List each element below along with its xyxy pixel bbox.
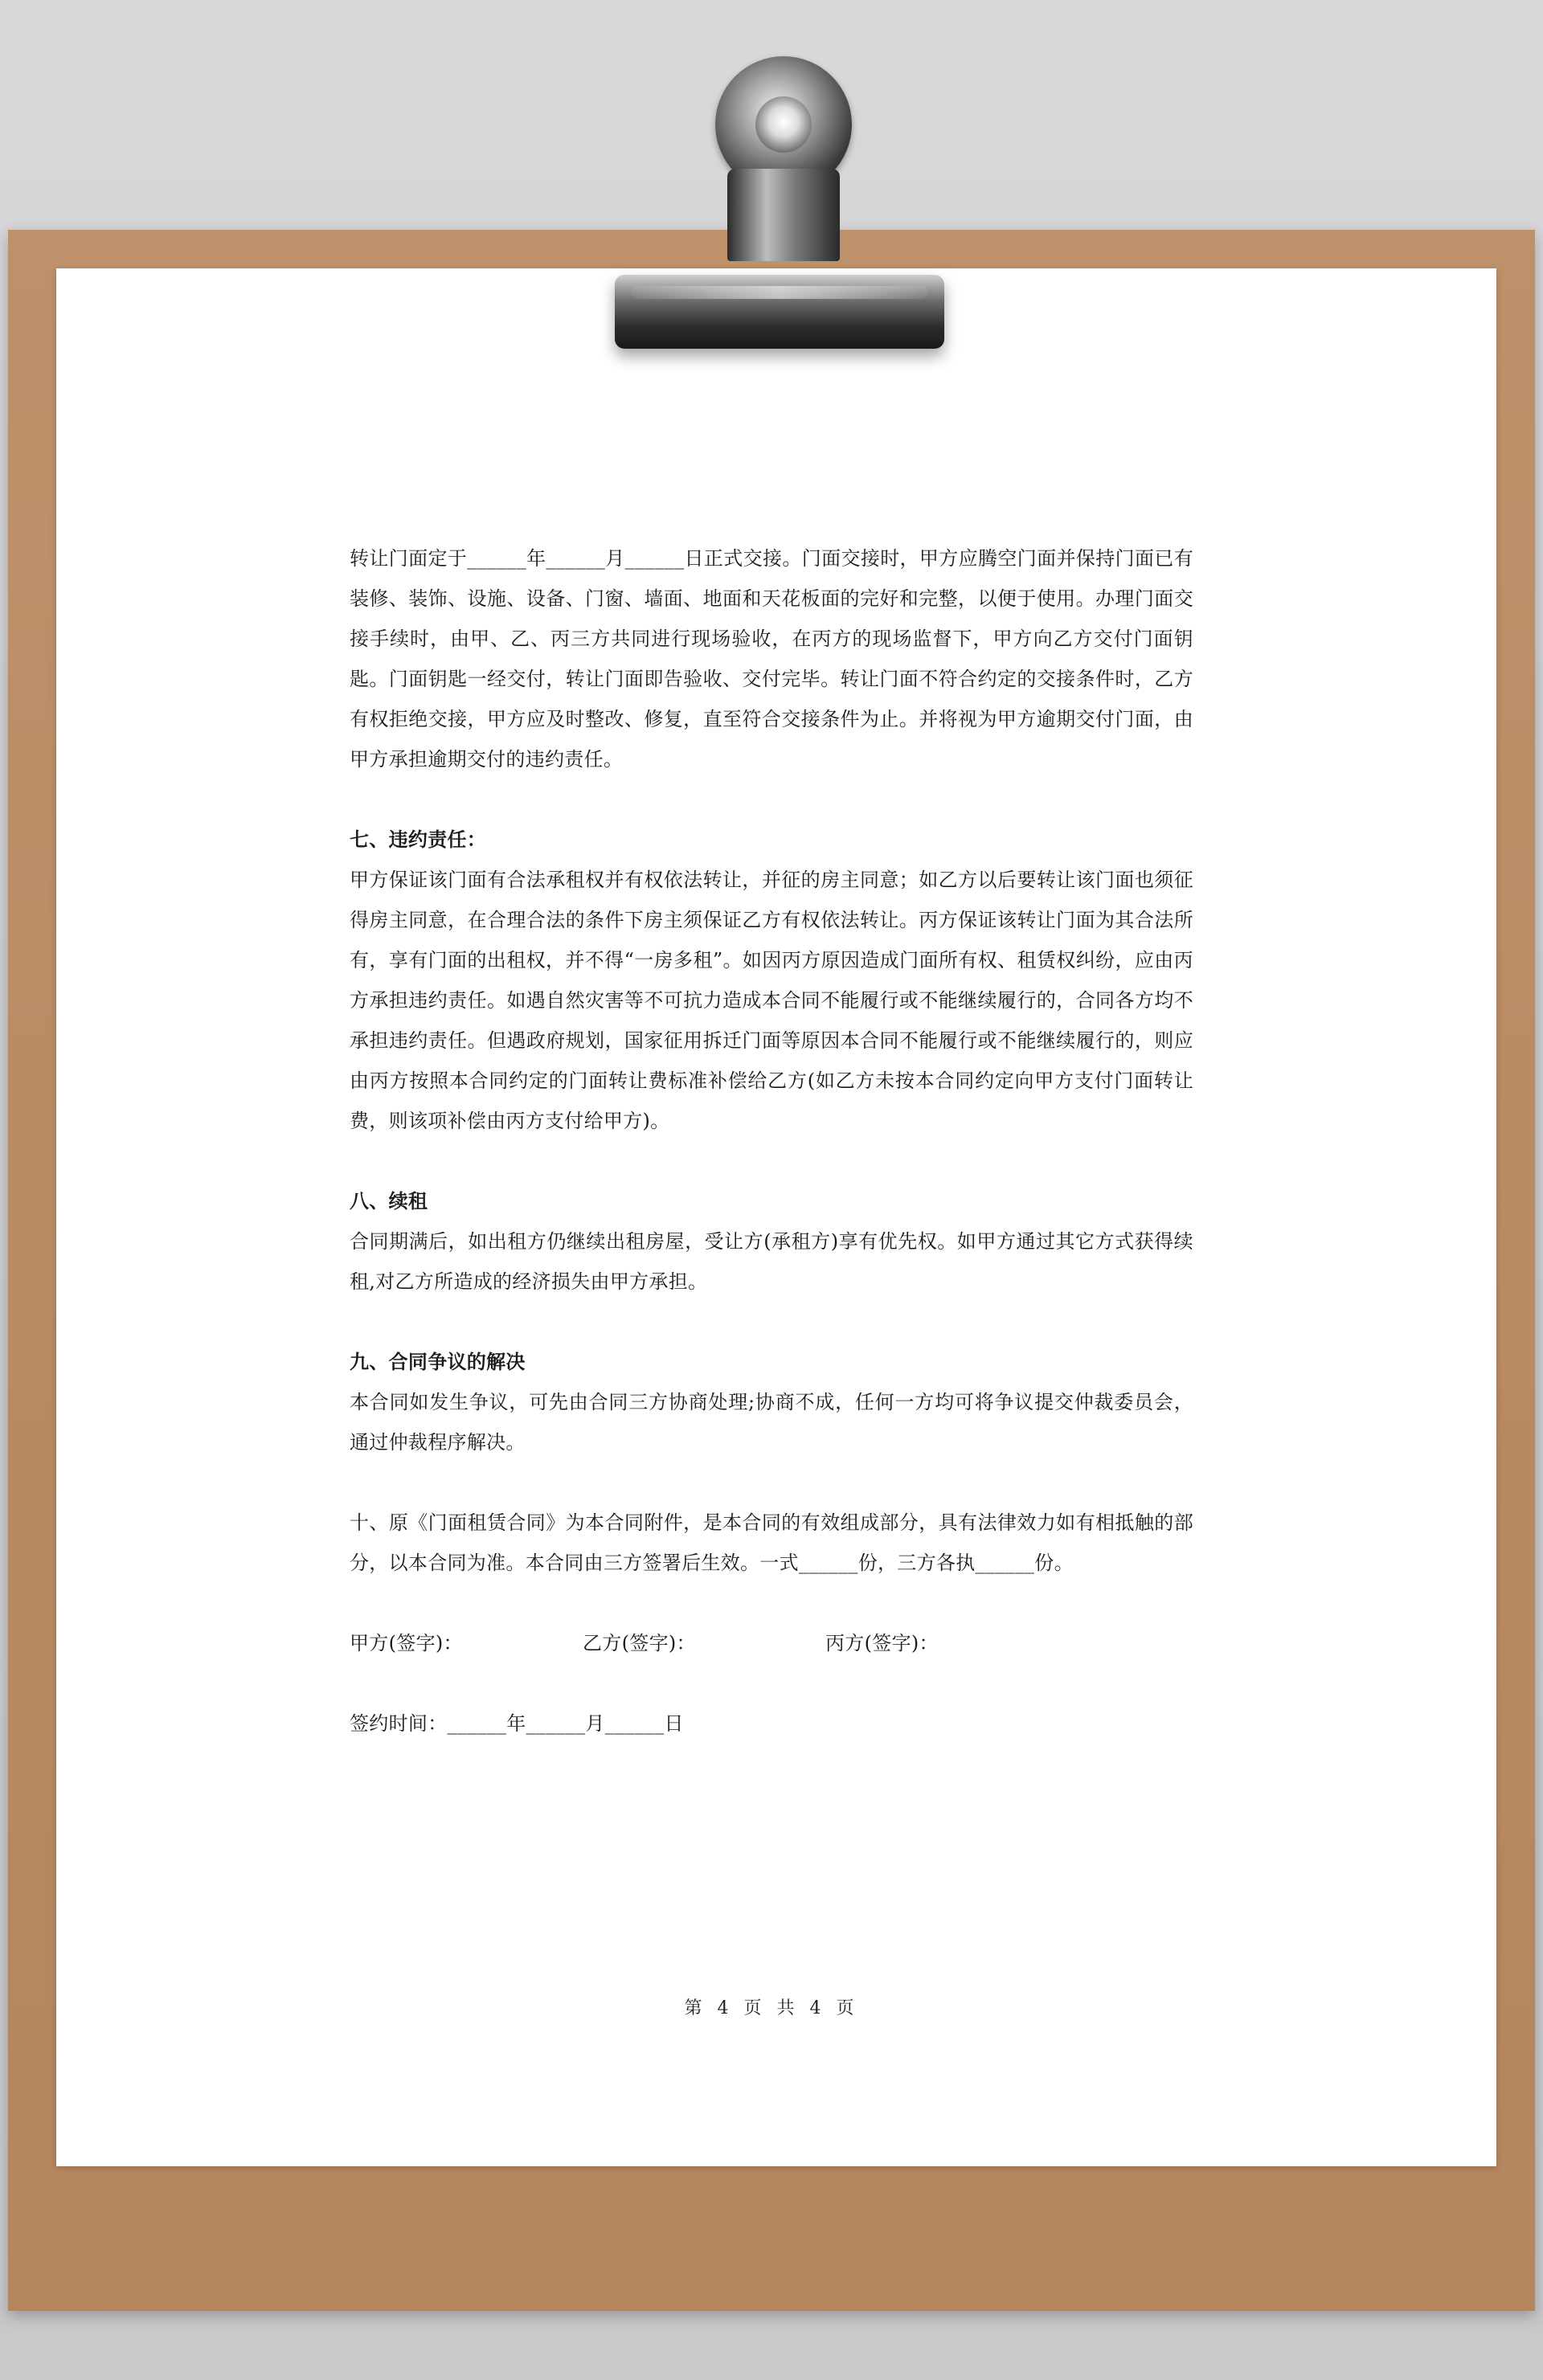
clip-hole [755,96,812,153]
party-a-signature: 甲方(签字)： [350,1632,463,1654]
party-c-signature: 丙方(签字)： [825,1632,939,1654]
document-content [350,538,1193,1744]
party-b-signature: 乙方(签字)： [583,1632,696,1654]
handover-paragraph: 转让门面定于______年______月______日正式交接。门面交接时，甲方应腾空门面并保持门面已有装修、装饰、设施、设备、门窗、墙面、地面和天花板面的完好和完整，以便于使用。办理门面交接手续时，由甲、乙、丙三方共同进行现场验收，在丙方的现场监督下，甲方向乙方交付门面钥匙。门面钥匙一经交付，转让门面即告验收、交付完毕。转让门面不符合约定的交接条件时，乙方有权拒绝交接，甲方应及时整改、修复，直至符合交接条件为止。并将视为甲方逾期交付门面，由甲方承担逾期交付的违约责任。 [350,547,1193,771]
section-heading: 七、违约责任： [350,828,487,851]
clip-jaw-highlight [631,286,928,299]
section-heading: 九、合同争议的解决 [350,1350,526,1373]
binder-clip-icon [563,48,964,354]
section-dispute [350,1342,1193,1462]
clip-neck [727,169,840,261]
section-body: 合同期满后，如出租方仍继续出租房屋，受让方(承租方)享有优先权。如甲方通过其它方式获得续租,对乙方所造成的经济损失由甲方承担。 [350,1230,1193,1293]
page-footer: 第 4 页 共 4 页 [684,1998,859,2018]
section-body: 本合同如发生争议，可先由合同三方协商处理;协商不成，任何一方均可将争议提交仲裁委员会，通过仲裁程序解决。 [350,1391,1193,1454]
section-clause-ten [350,1503,1193,1583]
sign-date: 签约时间：______年______月______日 [350,1712,684,1735]
clip-jaw [615,275,944,349]
section-breach [350,820,1193,1141]
signature-row [350,1623,1193,1663]
section-heading: 八、续租 [350,1189,428,1212]
clause-ten-text: 十、原《门面租赁合同》为本合同附件，是本合同的有效组成部分，具有法律效力如有相抵触的部分，以本合同为准。本合同由三方签署后生效。一式______份，三方各执______份。 [350,1511,1193,1574]
section-renewal [350,1181,1193,1302]
section-body: 甲方保证该门面有合法承租权并有权依法转让，并征的房主同意；如乙方以后要转让该门面也须征得房主同意，在合理合法的条件下房主须保证乙方有权依法转让。丙方保证该转让门面为其合法所有，享有门面的出租权，并不得“一房多租”。如因丙方原因造成门面所有权、租赁权纠纷，应由丙方承担违约责任。如遇自然灾害等不可抗力造成本合同不能履行或不能继续履行的，合同各方均不承担违约责任。但遇政府规划，国家征用拆迁门面等原因本合同不能履行或不能继续履行的，则应由丙方按照本合同约定的门面转让费标准补偿给乙方(如乙方未按本合同约定向甲方支付门面转让费，则该项补偿由丙方支付给甲方)。 [350,869,1193,1132]
